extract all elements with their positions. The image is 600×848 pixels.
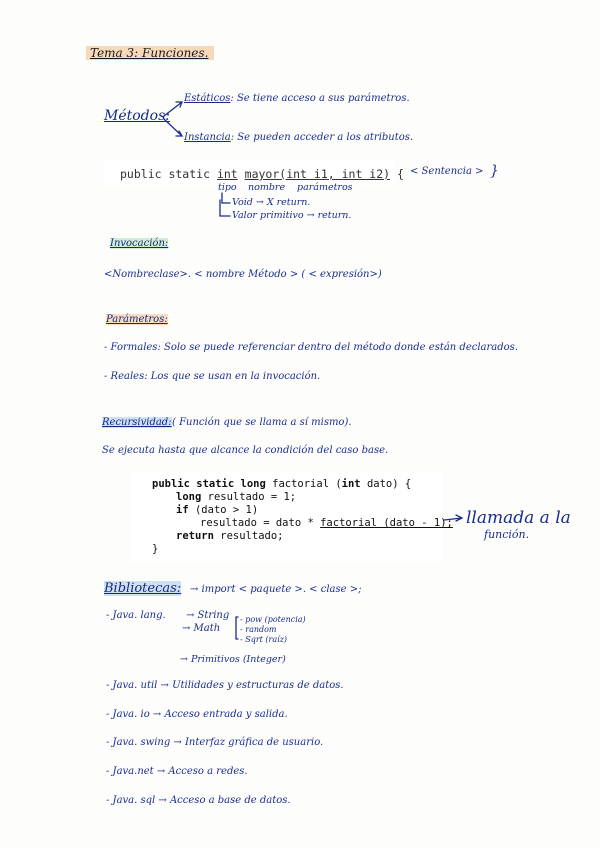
code-text: resultado = 1; xyxy=(201,491,297,503)
recursividad-heading: Recursividad: xyxy=(102,417,172,428)
code-keyword: int xyxy=(341,478,361,490)
signature-params: (int i1, int i2) xyxy=(279,167,391,181)
parametros-reales: - Reales: Los que se usan en la invocación. xyxy=(104,371,321,382)
lib-java-io: - Java. io → Acceso entrada y salida. xyxy=(106,709,288,720)
recursividad-definition: ( Función que se llama a sí mismo). xyxy=(172,417,352,428)
code-text: dato) { xyxy=(360,478,412,490)
code-keyword: return xyxy=(176,530,214,542)
code-text: resultado = dato * xyxy=(200,517,321,529)
instancia-text: : Se pueden acceder a los atributos. xyxy=(230,132,414,143)
lib-primitivos: → Primitivos (Integer) xyxy=(180,654,286,665)
code-keyword: if xyxy=(176,504,189,516)
bibliotecas-heading: Bibliotecas: xyxy=(104,581,182,596)
lib-string: → String xyxy=(186,610,230,621)
code-text: resultado; xyxy=(213,530,284,542)
math-brace xyxy=(236,617,238,639)
lib-math: → Math xyxy=(182,623,221,634)
sentencia-note: < Sentencia > xyxy=(410,166,484,177)
instancia-label: Instancia xyxy=(184,132,231,143)
page-title: Tema 3: Funciones. xyxy=(86,46,214,60)
code-line-6: } xyxy=(152,543,159,555)
arrow-annotation xyxy=(444,515,462,521)
signature-name: mayor xyxy=(244,167,280,181)
arrow-void xyxy=(222,193,230,203)
code-keyword: long xyxy=(176,491,202,503)
math-random: - random xyxy=(240,625,277,634)
math-pow: - pow (potencia) xyxy=(240,615,306,624)
code-text: factorial ( xyxy=(265,478,342,490)
parametros-formales: - Formales: Solo se puede referenciar dentro del método donde están declarados. xyxy=(104,342,518,353)
invocacion-syntax: <Nombreclase>. < nombre Método > ( < expresión>) xyxy=(104,269,382,280)
label-nombre: nombre xyxy=(248,182,286,193)
math-sqrt: - Sqrt (raíz) xyxy=(240,635,288,644)
label-parametros: parámetros xyxy=(297,182,353,193)
code-recursive-call: factorial (dato - 1); xyxy=(320,517,453,529)
estaticos-text: : Se tiene acceso a sus parámetros. xyxy=(230,93,410,104)
signature-type: int xyxy=(216,167,238,181)
code-annotation-line-1: llamada a la xyxy=(466,508,571,528)
signature-close-brace: } xyxy=(490,163,499,179)
lib-java-lang: - Java. lang. xyxy=(106,610,166,621)
lib-java-sql: - Java. sql → Acceso a base de datos. xyxy=(106,795,291,806)
void-note: Void → X return. xyxy=(232,197,311,208)
primitivo-note: Valor primitivo → return. xyxy=(232,210,352,221)
code-keyword: public static long xyxy=(152,478,266,490)
lib-java-util: - Java. util → Utilidades y estructuras de datos. xyxy=(106,680,344,691)
label-tipo: tipo xyxy=(218,182,237,193)
invocacion-heading: Invocación: xyxy=(110,238,169,249)
code-annotation-line-2: función. xyxy=(484,528,530,541)
lib-java-swing: - Java. swing → Interfaz gráfica de usuario. xyxy=(106,737,324,748)
estaticos-label: Estáticos xyxy=(184,93,231,104)
recursividad-note: Se ejecuta hasta que alcance la condición del caso base. xyxy=(102,445,389,456)
metodos-heading: Métodos: xyxy=(104,108,170,124)
arrow-estaticos xyxy=(164,102,182,116)
code-text: (dato > 1) xyxy=(188,504,259,516)
signature-prefix: public static xyxy=(120,167,217,181)
arrow-instancia xyxy=(164,119,182,136)
bibliotecas-syntax: → import < paquete >. < clase >; xyxy=(190,584,362,595)
lib-java-net: - Java.net → Acceso a redes. xyxy=(106,766,248,777)
parametros-heading: Parámetros: xyxy=(106,314,168,325)
signature-body: { xyxy=(390,167,411,181)
